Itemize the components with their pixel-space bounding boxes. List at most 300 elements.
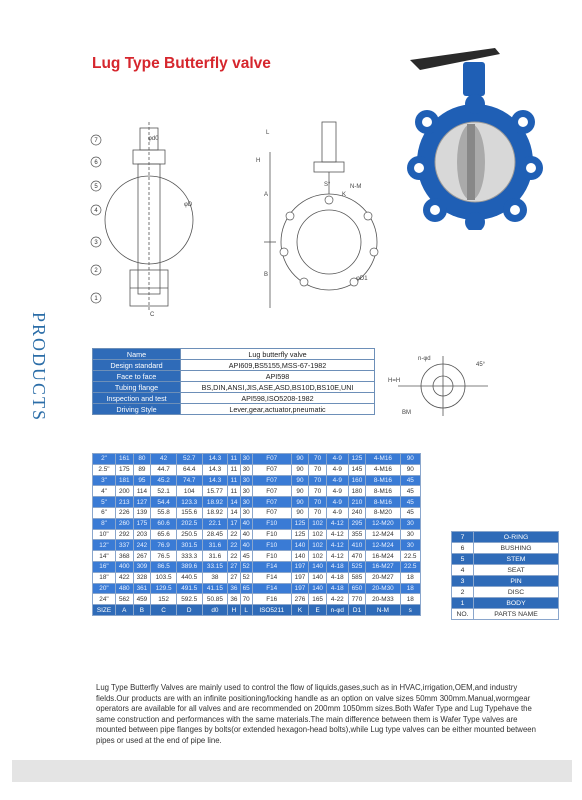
callout-label-2: 2 (94, 268, 98, 274)
dimension-cell: F10 (252, 551, 291, 562)
dimension-cell: 90 (291, 507, 309, 518)
dimension-cell: 45 (400, 475, 420, 486)
dimension-cell: 4-9 (326, 454, 348, 465)
dimension-cell: 4-12 (326, 529, 348, 540)
dimension-cell: 11 (228, 464, 240, 475)
dimension-cell: 295 (348, 518, 366, 529)
dimension-cell: 4" (93, 486, 116, 497)
dimension-cell: 2" (93, 454, 116, 465)
dim-k: K (342, 192, 347, 198)
parts-row (452, 587, 559, 598)
dim-a: A (264, 192, 269, 198)
dimension-cell: 80 (133, 454, 151, 465)
dimension-cell: 30 (240, 454, 252, 465)
dimension-cell: 22.5 (400, 561, 420, 572)
part-number: 6 (452, 543, 474, 554)
dimension-cell: 45 (400, 497, 420, 508)
spec-row (93, 393, 375, 404)
part-number: 2 (452, 587, 474, 598)
dimension-cell: 650 (348, 583, 366, 594)
side-label: PRODUCTS (29, 312, 49, 423)
dimension-cell: 410 (348, 540, 366, 551)
dimension-cell: 27 (228, 561, 240, 572)
dimension-cell: 140 (309, 583, 327, 594)
parts-header-row (452, 609, 559, 620)
dimension-cell: 12" (93, 540, 116, 551)
dimension-cell: 125 (348, 454, 366, 465)
dimension-cell: 8-M16 (366, 475, 400, 486)
dimension-cell: 181 (115, 475, 133, 486)
dimension-cell: 27 (228, 572, 240, 583)
dimension-cell: 140 (291, 540, 309, 551)
dimension-cell: 55.8 (151, 507, 177, 518)
dim-l: L (266, 130, 270, 136)
dimension-cell: 292 (115, 529, 133, 540)
dimension-cell: 44.7 (151, 464, 177, 475)
dimension-cell: 90 (400, 464, 420, 475)
dimension-cell: 175 (115, 464, 133, 475)
dimension-cell: 155.6 (176, 507, 202, 518)
dimension-cell: F07 (252, 475, 291, 486)
dimension-cell: 491.5 (176, 583, 202, 594)
parts-table (451, 531, 559, 620)
dimension-cell: F14 (252, 561, 291, 572)
dimension-row (93, 486, 421, 497)
dimension-cell: 102 (309, 529, 327, 540)
dimension-header: B (133, 605, 151, 616)
dimension-cell: 70 (309, 507, 327, 518)
dimension-row (93, 529, 421, 540)
dimension-cell: 202.5 (176, 518, 202, 529)
dimension-cell: 90 (291, 497, 309, 508)
dimension-cell: 33.15 (202, 561, 228, 572)
part-number: 4 (452, 565, 474, 576)
dimension-header: D1 (348, 605, 366, 616)
dimension-cell: 11 (228, 486, 240, 497)
dimension-cell: 17 (228, 518, 240, 529)
dimension-cell: 161 (115, 454, 133, 465)
dimension-cell: 125 (291, 518, 309, 529)
dim-c: C (150, 312, 155, 318)
dimension-cell: 45.2 (151, 475, 177, 486)
dimension-cell: 22.5 (400, 551, 420, 562)
valve-front-drawing (250, 112, 380, 322)
dimension-cell: 24" (93, 594, 116, 605)
dimension-row (93, 551, 421, 562)
dimension-header: N-M (366, 605, 400, 616)
dimension-cell: 20-M30 (366, 583, 400, 594)
dimension-cell: 139 (133, 507, 151, 518)
dimension-cell: 4-M16 (366, 454, 400, 465)
dimension-cell: 30 (400, 529, 420, 540)
dimension-cell: 70 (240, 594, 252, 605)
dimension-cell: 30 (400, 518, 420, 529)
dimension-cell: 129.5 (151, 583, 177, 594)
dimension-cell: 422 (115, 572, 133, 583)
dimension-cell: 102 (309, 518, 327, 529)
dimension-cell: 20" (93, 583, 116, 594)
part-name: O-RING (474, 532, 559, 543)
spec-key: Driving Style (93, 404, 181, 415)
dimension-header-row (93, 605, 421, 616)
dimension-cell: 389.6 (176, 561, 202, 572)
dimension-cell: 2.5" (93, 464, 116, 475)
dimension-cell: 65 (240, 583, 252, 594)
dimension-cell: 152 (151, 594, 177, 605)
dimension-cell: 86.5 (151, 561, 177, 572)
dimension-cell: F14 (252, 583, 291, 594)
dimension-cell: 5" (93, 497, 116, 508)
part-name: STEM (474, 554, 559, 565)
page-title: Lug Type Butterfly valve (92, 55, 271, 72)
dimension-cell: 64.4 (176, 464, 202, 475)
dimension-header: SIZE (93, 605, 116, 616)
spec-key: Tubing flange (93, 382, 181, 393)
dimension-cell: 3" (93, 475, 116, 486)
dim-n-m: N-M (350, 184, 362, 190)
dimension-cell: 585 (348, 572, 366, 583)
dimension-cell: 4-9 (326, 475, 348, 486)
dimension-row (93, 572, 421, 583)
dimension-cell: 103.5 (151, 572, 177, 583)
dimension-header: A (115, 605, 133, 616)
dimension-cell: 4-12 (326, 551, 348, 562)
dimension-cell: 22 (228, 540, 240, 551)
dim-b: B (264, 272, 269, 278)
dim-phi-d0: φd0 (148, 136, 159, 142)
dimension-cell: 28.45 (202, 529, 228, 540)
parts-row (452, 565, 559, 576)
dimension-cell: 165 (309, 594, 327, 605)
dimension-cell: 18 (400, 583, 420, 594)
dimension-cell: 440.5 (176, 572, 202, 583)
dimension-cell: 16-M24 (366, 551, 400, 562)
dimension-cell: 276 (291, 594, 309, 605)
part-name: PIN (474, 576, 559, 587)
dimension-cell: F07 (252, 486, 291, 497)
part-name: BODY (474, 598, 559, 609)
dimension-cell: 40 (240, 529, 252, 540)
dimension-row (93, 540, 421, 551)
dimension-cell: 4-9 (326, 497, 348, 508)
dimension-cell: 12-M20 (366, 518, 400, 529)
dimension-cell: 14.3 (202, 475, 228, 486)
dimension-cell: 11 (228, 475, 240, 486)
dimension-cell: 18.92 (202, 497, 228, 508)
dimension-cell: 22 (228, 529, 240, 540)
dim-d1: φD1 (356, 276, 368, 282)
dimension-cell: 4-22 (326, 594, 348, 605)
callout-label-1: 1 (94, 296, 98, 302)
dimension-row (93, 583, 421, 594)
dimension-cell: 333.3 (176, 551, 202, 562)
dimension-header: ISO5211 (252, 605, 291, 616)
callout-label-5: 5 (94, 184, 98, 190)
dimension-cell: 240 (348, 507, 366, 518)
dimension-cell: 90 (400, 454, 420, 465)
dimension-cell: 4-12 (326, 518, 348, 529)
spec-row (93, 404, 375, 415)
dim-n-phi-d: n-φd (418, 356, 431, 362)
dimension-row (93, 507, 421, 518)
dimension-cell: 160 (348, 475, 366, 486)
dimension-cell: 10" (93, 529, 116, 540)
dimension-cell: 14.3 (202, 454, 228, 465)
dimension-cell: 203 (133, 529, 151, 540)
dimension-cell: 38 (202, 572, 228, 583)
dimension-cell: 400 (115, 561, 133, 572)
parts-row (452, 554, 559, 565)
dimension-cell: 90 (291, 486, 309, 497)
dimension-cell: 14 (228, 507, 240, 518)
spec-value: Lever,gear,actuator,pneumatic (181, 404, 375, 415)
dimension-cell: 42 (151, 454, 177, 465)
dimension-cell: 197 (291, 583, 309, 594)
dimension-cell: 70 (309, 454, 327, 465)
dimension-cell: 525 (348, 561, 366, 572)
dimension-cell: 459 (133, 594, 151, 605)
dimension-cell: 250.5 (176, 529, 202, 540)
dimension-cell: 260 (115, 518, 133, 529)
callout-label-6: 6 (94, 160, 98, 166)
dimension-cell: 22.1 (202, 518, 228, 529)
dimension-cell: 95 (133, 475, 151, 486)
dimension-header: H (228, 605, 240, 616)
dimension-cell: 30 (240, 486, 252, 497)
dimension-cell: 301.5 (176, 540, 202, 551)
dimension-cell: 470 (348, 551, 366, 562)
dimension-cell: 30 (240, 497, 252, 508)
dimension-cell: 12-M24 (366, 540, 400, 551)
dimension-cell: 8" (93, 518, 116, 529)
dimension-header: L (240, 605, 252, 616)
dimension-cell: 52 (240, 561, 252, 572)
dimension-cell: 102 (309, 551, 327, 562)
part-number: 3 (452, 576, 474, 587)
dimension-cell: 90 (291, 454, 309, 465)
dimension-cell: 14 (228, 497, 240, 508)
dimension-cell: 197 (291, 561, 309, 572)
dimension-cell: 8-M16 (366, 486, 400, 497)
dim-s: S° (324, 182, 331, 188)
valve-photo (405, 40, 565, 230)
dimension-header: n-φd (326, 605, 348, 616)
dimension-row (93, 464, 421, 475)
dimension-cell: 6" (93, 507, 116, 518)
dimension-cell: 175 (133, 518, 151, 529)
dimension-cell: 114 (133, 486, 151, 497)
dimension-header: K (291, 605, 309, 616)
product-description: Lug Type Butterfly Valves are mainly used to control the flow of liquids,gases,such as in HVAC,irrigation,OEM,and industry fields.Our products are with an infinite positioning/locking handle as an option on valve sizes 50mm 300mm.Manual,wormgear operators are available for all valves and are recommended on 200mm 1050mm sizes.Both Wafer Type and Lug Typehave the same construction and performances with the same materials.The main difference between them is Wafer Type valves are mounted between pipe flanges by bolts(or extended hexagon-head bolts),while Lug type valves can be either mounted between pipes or used at the end of pipe line. (96, 683, 536, 745)
dimension-cell: 480 (115, 583, 133, 594)
dimension-cell: 70 (309, 497, 327, 508)
dimension-cell: F10 (252, 529, 291, 540)
dimension-cell: 4-18 (326, 572, 348, 583)
dimension-cell: F16 (252, 594, 291, 605)
dimension-header: E (309, 605, 327, 616)
dimension-cell: 65.6 (151, 529, 177, 540)
spec-value: Lug butterfly valve (181, 349, 375, 360)
dimension-cell: 20-M33 (366, 594, 400, 605)
spec-row (93, 360, 375, 371)
dimension-cell: 52 (240, 572, 252, 583)
dimension-row (93, 561, 421, 572)
dimension-cell: 40 (240, 518, 252, 529)
spec-value: BS,DIN,ANSI,JIS,ASE,ASD,BS10D,BS10E,UNI (181, 382, 375, 393)
dimension-cell: 267 (133, 551, 151, 562)
part-number: 1 (452, 598, 474, 609)
dimension-cell: 127 (133, 497, 151, 508)
spec-key: Name (93, 349, 181, 360)
dimension-cell: 89 (133, 464, 151, 475)
dimension-cell: F07 (252, 497, 291, 508)
dimension-cell: 31.6 (202, 551, 228, 562)
dimension-cell: F07 (252, 507, 291, 518)
dimension-header: C (151, 605, 177, 616)
dimension-cell: 8-M20 (366, 507, 400, 518)
spec-key: Design standard (93, 360, 181, 371)
dimension-cell: 70 (309, 486, 327, 497)
spec-value: API609,BS5155,MSS-67-1982 (181, 360, 375, 371)
part-name: SEAT (474, 565, 559, 576)
dimension-cell: 125 (291, 529, 309, 540)
parts-header: PARTS NAME (474, 609, 559, 620)
dimension-cell: 16" (93, 561, 116, 572)
dimension-cell: 18.92 (202, 507, 228, 518)
dimension-cell: 40 (240, 540, 252, 551)
dimension-cell: 8-M16 (366, 497, 400, 508)
dimension-cell: 4-M16 (366, 464, 400, 475)
spec-row (93, 349, 375, 360)
dimension-cell: 102 (309, 540, 327, 551)
dimension-cell: 361 (133, 583, 151, 594)
dimension-cell: 210 (348, 497, 366, 508)
dimension-cell: 140 (291, 551, 309, 562)
dimension-cell: F10 (252, 540, 291, 551)
dimension-cell: 197 (291, 572, 309, 583)
spec-row (93, 371, 375, 382)
dimension-cell: 76.5 (151, 551, 177, 562)
dimension-header: d0 (202, 605, 228, 616)
dimension-cell: 30 (400, 540, 420, 551)
dimension-cell: 30 (240, 475, 252, 486)
dimension-cell: 70 (309, 464, 327, 475)
dimension-cell: 337 (115, 540, 133, 551)
dimension-cell: 76.9 (151, 540, 177, 551)
dimension-cell: 45 (400, 486, 420, 497)
dimension-cell: 15.77 (202, 486, 228, 497)
parts-header: NO. (452, 609, 474, 620)
dimension-row (93, 454, 421, 465)
dimension-cell: 30 (240, 507, 252, 518)
dimension-cell: 36 (228, 594, 240, 605)
dimension-cell: 770 (348, 594, 366, 605)
spec-key: Face to face (93, 371, 181, 382)
dimension-cell: 200 (115, 486, 133, 497)
dimension-cell: 140 (309, 572, 327, 583)
dimension-cell: 20-M27 (366, 572, 400, 583)
part-name: DISC (474, 587, 559, 598)
dimension-cell: 90 (291, 464, 309, 475)
dimension-cell: F07 (252, 454, 291, 465)
dimension-cell: 4-9 (326, 464, 348, 475)
dimension-cell: 90 (291, 475, 309, 486)
dimension-row (93, 475, 421, 486)
part-number: 5 (452, 554, 474, 565)
dimension-cell: 4-9 (326, 507, 348, 518)
parts-row (452, 532, 559, 543)
dimension-cell: 562 (115, 594, 133, 605)
dimension-header: s (400, 605, 420, 616)
dimension-cell: F07 (252, 464, 291, 475)
callout-label-7: 7 (94, 138, 98, 144)
dimension-cell: 41.15 (202, 583, 228, 594)
dimension-cell: 16-M27 (366, 561, 400, 572)
dimension-cell: 355 (348, 529, 366, 540)
dimension-cell: 18" (93, 572, 116, 583)
dimension-cell: 50.85 (202, 594, 228, 605)
dimension-cell: 22 (228, 551, 240, 562)
dimension-cell: 4-12 (326, 540, 348, 551)
dimension-cell: 52.7 (176, 454, 202, 465)
dim-phi-d: φD (184, 202, 193, 208)
part-name: BUSHING (474, 543, 559, 554)
dimension-cell: 368 (115, 551, 133, 562)
dimension-cell: 213 (115, 497, 133, 508)
spec-value: API598 (181, 371, 375, 382)
dim-h: H (256, 158, 261, 164)
dimension-cell: 123.3 (176, 497, 202, 508)
dimension-cell: 54.4 (151, 497, 177, 508)
dim-angle: 45° (476, 362, 486, 368)
flange-drawing (388, 350, 498, 420)
dimension-cell: 18 (400, 572, 420, 583)
dimension-cell: 328 (133, 572, 151, 583)
parts-row (452, 598, 559, 609)
dimension-cell: 70 (309, 475, 327, 486)
part-number: 7 (452, 532, 474, 543)
dimension-cell: 14" (93, 551, 116, 562)
dimension-cell: 4-18 (326, 583, 348, 594)
dimension-row (93, 518, 421, 529)
dimension-cell: 309 (133, 561, 151, 572)
dimension-cell: 30 (240, 464, 252, 475)
dimension-cell: 60.6 (151, 518, 177, 529)
dimension-cell: 145 (348, 464, 366, 475)
dimension-cell: 104 (176, 486, 202, 497)
dimension-cell: 180 (348, 486, 366, 497)
dimension-cell: 592.5 (176, 594, 202, 605)
dimension-cell: 45 (400, 507, 420, 518)
dimension-cell: 52.1 (151, 486, 177, 497)
callout-label-3: 3 (94, 240, 98, 246)
dimension-cell: 12-M24 (366, 529, 400, 540)
dimension-cell: 4-9 (326, 486, 348, 497)
dimension-cell: 74.7 (176, 475, 202, 486)
callout-label-4: 4 (94, 208, 98, 214)
dimension-cell: 18 (400, 594, 420, 605)
dimension-cell: F14 (252, 572, 291, 583)
parts-row (452, 576, 559, 587)
dimension-cell: 36 (228, 583, 240, 594)
dimension-cell: F10 (252, 518, 291, 529)
dimension-cell: 140 (309, 561, 327, 572)
valve-section-drawing (88, 120, 203, 320)
dimension-header: D (176, 605, 202, 616)
dimension-row (93, 594, 421, 605)
dimension-cell: 31.6 (202, 540, 228, 551)
dim-bm: BM (402, 410, 411, 416)
